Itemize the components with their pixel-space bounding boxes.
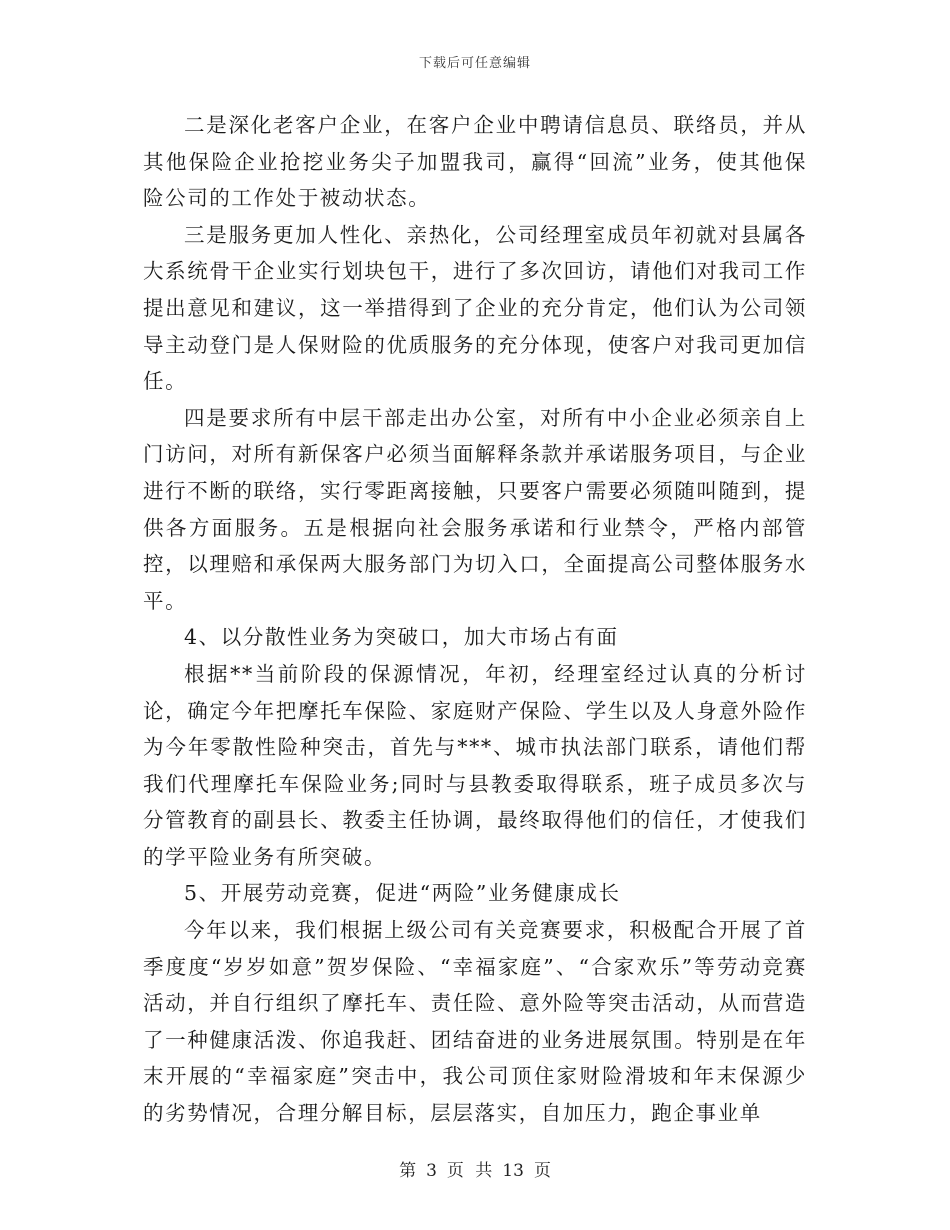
section-heading-4: 4、以分散性业务为突破口，加大市场占有面 [184, 625, 619, 650]
footer-total-pages: 13 [502, 1161, 524, 1181]
paragraph-service-client: 二是深化老客户企业，在客户企业中聘请信息员、联络员，并从其他保险企业抢挖业务尖子加盟我司，赢得“回流”业务，使其他保险公司的工作处于被动状态。 [143, 113, 807, 211]
paragraph-service-humanized: 三是服务更加人性化、亲热化，公司经理室成员年初就对县属各大系统骨干企业实行划块包干，进行了多次回访，请他们对我司工作提出意见和建议，这一举措得到了企业的充分肯定，他们认为公司领导主动登门是人保财险的优质服务的充分体现，使客户对我司更加信任。 [143, 222, 807, 394]
footer-suffix: 页 [533, 1161, 551, 1181]
paragraph-service-middle-managers: 四是要求所有中层干部走出办公室，对所有中小企业必须亲自上门访问，对所有新保客户必须当面解释条款并承诺服务项目，与企业进行不断的联络，实行零距离接触，只要客户需要必须随叫随到，提供各方面服务。五是根据向社会服务承诺和行业禁令，严格内部管控，以理赔和承保两大服务部门为切入口，全面提高公司整体服务水平。 [143, 405, 807, 613]
page-footer [0, 1156, 950, 1181]
footer-prefix: 第 [399, 1161, 417, 1181]
paragraph-dispersed-business: 根据**当前阶段的保源情况，年初，经理室经过认真的分析讨论，确定今年把摩托车保险、家庭财产保险、学生以及人身意外险作为今年零散性险种突击，首先与***、城市执法部门联系，请他们帮我们代理摩托车保险业务;同时与县教委取得联系，班子成员多次与分管教育的副县长、教委主任协调，最终取得他们的信任，才使我们的学平险业务有所突破。 [143, 661, 807, 869]
footer-middle: 页 共 [446, 1161, 493, 1181]
section-heading-5: 5、开展劳动竞赛，促进“两险”业务健康成长 [184, 881, 621, 906]
footer-page-number: 3 [426, 1161, 437, 1181]
paragraph-labor-competition: 今年以来，我们根据上级公司有关竞赛要求，积极配合开展了首季度度“岁岁如意”贺岁保险、“幸福家庭”、“合家欢乐”等劳动竞赛活动，并自行组织了摩托车、责任险、意外险等突击活动，从而营造了一种健康活泼、你追我赶、团结奋进的业务进展氛围。特别是在年末开展的“幸福家庭”突击中，我公司顶住家财险滑坡和年末保源少的劣势情况，合理分解目标，层层落实，自加压力，跑企事业单 [143, 918, 807, 1126]
page-header: 下载后可任意编辑 [418, 56, 531, 71]
document-body [143, 107, 807, 1132]
